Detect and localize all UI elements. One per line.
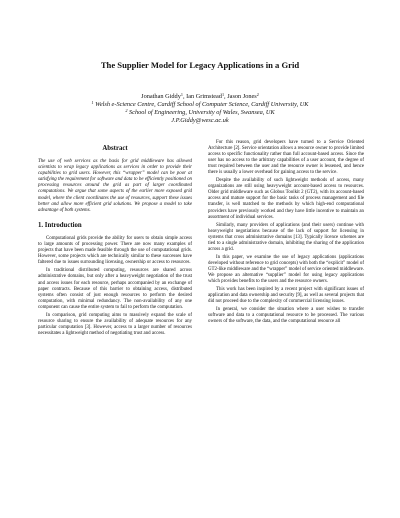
author-affiliation-mark: 1 <box>221 92 225 97</box>
author-affiliation-mark: 1 <box>180 92 183 97</box>
author-line: Jonathan Giddy$^1$, Ian Grimstead$^1$, Jason Jones$^2$ <box>141 92 259 100</box>
contact-email: J.P.Giddy@wesc.ac.uk <box>171 117 229 124</box>
affiliation-mark: 1 <box>91 100 94 105</box>
body-paragraph: In this paper, we examine the use of legacy applications (applications developed without reference to grid concepts) with both the “explicit” model of GT2-like middleware and the “wrapper” model of service oriented middleware. We propose an alternative “supplier” model for using legacy applications which provides benefits to the users and the resource owners. <box>208 254 364 285</box>
body-paragraph: In general, we consider the situation where a user wishes to transfer software and data to a computational resource to be processed. The various owners of the software, the data, and the computational resource all <box>208 307 364 325</box>
abstract-text: The use of web services as the basis for grid middleware has allowed scientists to wrap legacy applications as services in order to provide their capabilities to grid users. However, this “wrapper” model can be poor at satisfying the requirement for software and data to be efficiently positioned on processing resources around the grid as part of larger coordinated computations. We argue that some aspects of the earlier more exposed grid model, where the client coordinates the use of resources, support these issues better and allow more efficient grid solutions. We propose a model to take advantage of both systems. <box>38 159 192 213</box>
body-paragraph: Despite the availability of such lightweight methods of access, many organizations are still using heavyweight account-based access to resources. Older grid middleware such as Globus Toolkit 2 (GT2), with its account-based access and mature support for the basic tasks of process management and file transfer, is well matched to the methods by which high-end computational providers have previously worked and they have little incentive to maintain an assortment of individual services. <box>208 178 364 220</box>
body-paragraph: Computational grids provide the ability for users to obtain simple access to large amounts of processing power. There are now many examples of projects that have been made feasible through the use of computational grids. However, some projects which are technically similar to these successes have faltered due to issues surrounding licensing, ownership or access to resources. <box>38 235 192 266</box>
body-paragraph: This work has been inspired by a recent project with significant issues of application and data ownership and security [9], as well as several projects that did not proceed due to the complexity of commercial licensing issues. <box>208 287 364 305</box>
author-affiliation-mark: 2 <box>256 92 259 97</box>
affiliation-line <box>0 101 400 109</box>
section-heading: 1. Introduction <box>38 221 82 229</box>
body-paragraph: In traditional distributed computing, resources are shared across administrative domains, but only after a heavyweight negotiation of the trust and access issues for each resource, perhaps accompanied by an exchange of paper contracts. Because of this barrier to obtaining access, distributed systems often consist of just enough resources to perform the desired computation, with minimal redundancy. The non-availability of any one component can cause the entire system to fail to perform the computation. <box>38 268 192 310</box>
paper-title: The Supplier Model for Legacy Applications in a Grid <box>100 60 300 70</box>
body-paragraph: In comparison, grid computing aims to massively expand the scale of resource sharing to ensure the availability of adequate resources for any particular computation [3]. However, access to a larger number of resources necessitates a lightweight method of negotiating trust and access. <box>38 312 192 337</box>
left-column <box>38 145 192 339</box>
author-name: Jonathan Giddy <box>141 93 181 100</box>
body-paragraph: For this reason, grid developers have turned to a Service Oriented Architecture [2]. Service orientation allows a resource owner to provide limited access to specific functionality rather than full account-based access. Since the user has no access to the arbitrary capabilities of a user account, the degree of trust required between the user and the resource owner is lessened, and hence there is usually a lower overhead for gaining access to the service. <box>208 140 364 176</box>
affiliation-text: School of Engineering, University of Wales, Swansea, UK <box>129 109 275 116</box>
affiliation-text: Welsh e-Science Centre, Cardiff School of Computer Science, Cardiff University, UK <box>95 101 309 108</box>
body-paragraph: Similarly, many providers of applications (and their users) continue with heavyweight negotiations because of the lack of support for licensing in systems that cross administrative domains [13]. Typically licence schemes are tied to a single administrative domain, inhibiting the sharing of the application across a grid. <box>208 222 364 252</box>
affiliation-line <box>0 109 400 117</box>
right-column <box>208 140 364 327</box>
abstract-heading: Abstract <box>102 145 128 152</box>
author-name: Jason Jones <box>227 93 257 100</box>
affiliation-mark: 2 <box>125 108 128 113</box>
author-name: Ian Grimstead <box>186 93 222 100</box>
